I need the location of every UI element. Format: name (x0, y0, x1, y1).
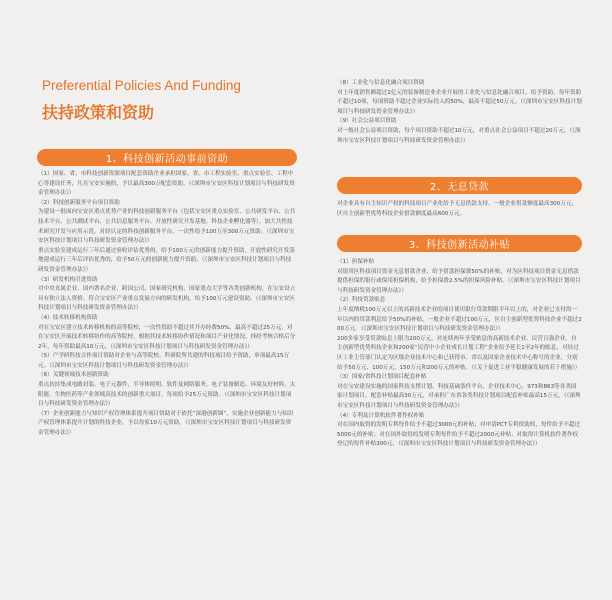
pre-funding-body-continued: （8）工业化与信息化融合项目资助 对上年度销售额超过2亿元的装备制造业企业开展的工业化与信息化融合项目，给予资助，每年资助不超过10项，每项资助不超过企业实际投入的50%，最高不超过50万元。（《深圳市宝安区科技计划项目与科技研发资金管理办法》） （9）社会公益项目资助 对一般社会公益项目资助，每个项目资助不超过10万元，对重点社会公益项目不超过20万元。（《深圳市宝安区科技计划项目与科技研发资金管理办法》） (337, 80, 582, 144)
subsidy-body: （1）担保补贴 对银用区科技项目资金无息借款企业，给予借款担保费50%的补贴，对为区科技项目资金无息借款提供担保的银行或保用担保机构，给予担保费2.5%的担保风险补贴。（《深圳市宝安区科技计划项目与科技研发资金管理办法》） （2）科技贷款贴息 上年度纳税100万元以上的高新技术企业的项目使用银行贷款期限半年以上的，对企业已支付的一年以内的贷款利息给予50%的补贴，一般企业不超过100万元，区自主创新型优势科技企业不超过200万元。（《深圳市宝安区科技计划项目与科技研发资金管理办法》） 200多家享受贷款贴息上限为200万元，对连续两年享受贴息的高新技术企业、民营百强企业、自主创新型优势科技企业和200家“民营中小企业成长计划工程”企业给予延长1至2年的贴息，对经过区工业主管部门认定为区级企业技术中心和已获得市、省以及国家企业技术中心称号的企业，分别给予50万元、100万元、150万元和200万元的补贴。（《关于促进工业平稳健康发展的若干措施》） （3）国家/省科技计划项目配套补贴 对在宝安建设实施的国家科技支撑计划、科技基础条件平台、企业技术中心、973和863等各类国家计划项目，配套补贴最高30万元，对承担广东省各类科技计划项目配套补贴最高15万元。（《深圳市宝安区科技计划项目与科技研发资金管理办法》） （4）专利及计算机软件著作权补贴 对在国内取得的发明专利每件给予不超过3000元的补贴；对申请PCT专利资助的，每件给予不超过5000元的补贴；对在国外取得的发明专利每件给予不超过2000元补贴；对取得计算机软件著作权登记的每件补贴300元。（《深圳市宝安区科技计划项目与科技研发资金管理办法》） (337, 259, 582, 448)
section-banner-subsidy: 3、科技创新活动补贴 (337, 235, 582, 252)
section-banner-interest-free-loan: 2、无息贷款 (337, 177, 582, 194)
page-title-en: Preferential Policies And Funding (42, 78, 241, 93)
section-banner-pre-funding: 1、科技创新活动事前资助 (37, 149, 297, 166)
pre-funding-body: （1）国家、省、市科技创新资源项目配套资助企业承担国家、省、市工程实验室、重点实验室、工程中心等建设任务，凡在宝安实施的，予以最高300万配套资助。（《深圳市宝安区科技计划项目与科技研发资金管理办法》） （2）科技创新服务平台项目资助 为建设一批面向宝安区重点优势产业的科技创新服务平台（包括宝安区重点实验室、公共研发平台、公共技术平台、公共测试平台、公共信息服务平台、开放性研究开发基地、科技企业孵化器等），加大共性技术研究开发与应用示范，对经认定的科技创新服务平台，一次性给予100万至300万元资助。（《深圳市宝安区科技计划项目与科技研发资金管理办法》） 重点实验室建成运行三年后通过验收评估优秀的，给予100万元的创新能力提升资助，开放性研究开发基地建成运行三年后评估优秀的，给予50万元的创新能力提升资助。（《深圳市宝安区科技计划项目与科技研发资金管理办法》） （3）研发机构引进资助 对中央直属企业、国内著名企业、跨国公司、国家研究机构、国家重点大学等各类创新机构，在宝安设立具有独立法人资格、符合宝安区产业重点发展方向的研发机构，给予100万元建设资助。（《深圳市宝安区科技计划项目与科技研发资金管理办法》） （4）技术转移机构资助 对在宝安区建立技术转移机构的高等院校，一次性资助不超过其开办经费50%，最高不超过25万元。对在宝安区开展技术转移协作的高等院校，根据其技术转移协作情况和项目产业化情况，择经考核合格后分2年，每年资助最高10万元。（《深圳市宝安区科技计划项目与科技研发资金管理办法》） （5）产学研科技合作项目资助对企业与高等院校、科研院所共建的科技项目给予资助，单项最高15万元。（《深圳市宝安区科技计划项目与科技研发资金管理办法》） （6）关键领域技术创新资助 重点扶持集成电路封装、电子元器件、半导体照明、软件及网络服务、电子装备制造、环境友好材料、太阳能、生物医药等产业领域高技术的创新重大项目，每项给予25万元资助。（《深圳市宝安区科技计划项目与科技研发资金管理办法》） （7）企业创新能力与知识产权管理体系提升项目资助对于依托“深港创新圈”，实施企业创新能力与知识产权管理体系提升计划的科技企业，予以每家10万元资助。（《深圳市宝安区科技计划项目与科技研发资金管理办法》） (38, 171, 296, 437)
page-title-zh: 扶持政策和资助 (42, 103, 155, 122)
interest-free-loan-body: 对企业具有自主知识产权的科技项目产业化给予无息借款支持，一般企业借款额度最高300万元，区自主创新型优势科技企业借款额度最高600万元。 (337, 201, 578, 217)
